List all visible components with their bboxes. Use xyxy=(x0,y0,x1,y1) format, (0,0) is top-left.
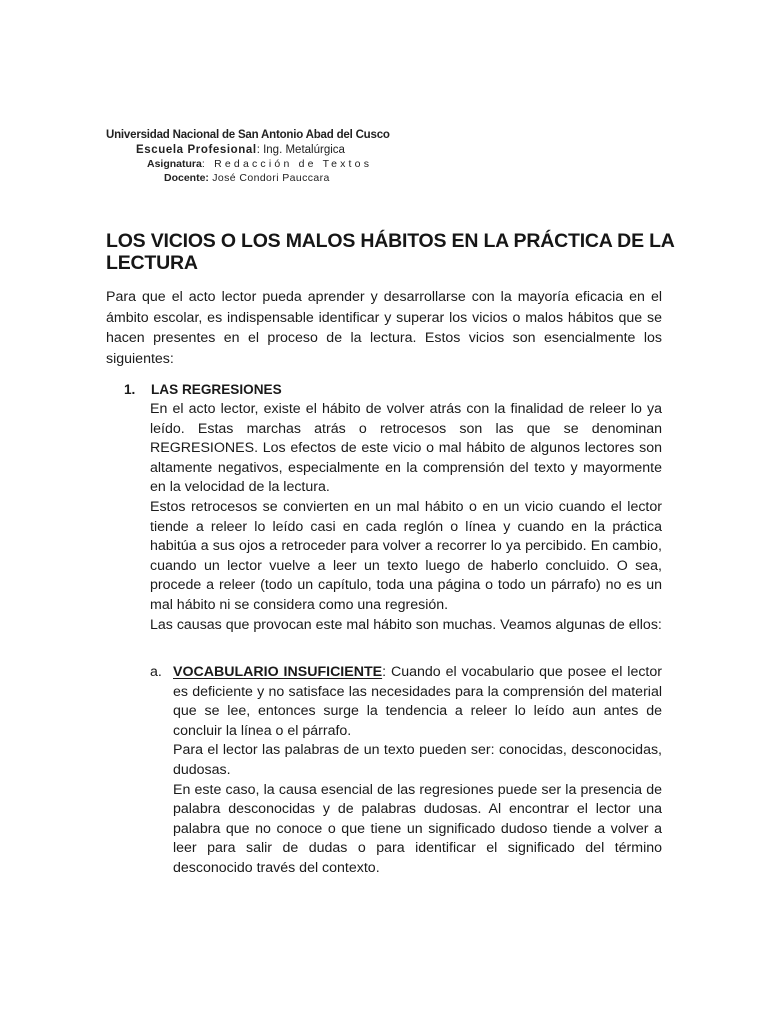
intro-paragraph: Para que el acto lector pueda aprender y desarrollarse con la mayoría eficacia en el ámbito escolar, es indispensable identificar y superar los vicios o malos hábitos que se hacen presentes en el proceso de la lectura. Estos vicios son esencialmente los siguientes: xyxy=(106,289,662,367)
subsection-marker: a. xyxy=(150,664,162,680)
subject-line xyxy=(147,157,372,172)
section-body xyxy=(150,400,662,635)
teacher-label: Docente: xyxy=(164,172,209,184)
subsection-lead-text: : Cuando el vocabulario que posee el lector es deficiente y no satisface las necesidades para la comprensión del material que se lee, entonces surge la tendencia a releer lo leído aun antes de concluir la línea o el párrafo. xyxy=(173,664,662,739)
document-title: LOS VICIOS O LOS MALOS HÁBITOS EN LA PRÁCTICA DE LA LECTURA xyxy=(106,230,674,274)
subsection-a xyxy=(150,663,662,879)
subject-value: : Redacción de Textos xyxy=(201,158,373,170)
section-paragraph: Las causas que provocan este mal hábito son muchas. Veamos algunas de ellos: xyxy=(150,616,662,633)
subsection-lead-paragraph xyxy=(173,663,662,741)
section-title: LAS REGRESIONES xyxy=(151,382,282,397)
section-number: 1. xyxy=(124,382,136,397)
school-label: Escuela Profesional xyxy=(136,144,257,156)
subject-label: Asignatura xyxy=(147,158,202,170)
university-name: Universidad Nacional de San Antonio Abad del Cusco xyxy=(106,129,390,141)
subsection-paragraph: En este caso, la causa esencial de las regresiones puede ser la presencia de palabra desconocidas y de palabras dudosas. Al encontrar el lector una palabra que no conoce o que tiene un significado dudoso tiende a volver a leer para salir de dudas o para identificar el significado del término desconocido través del contexto. xyxy=(173,781,662,876)
section-paragraph: En el acto lector, existe el hábito de volver atrás con la finalidad de releer lo ya leído. Estas marchas atrás o retrocesos son las que se denominan REGRESIONES. Los efectos de este vicio o mal hábito de algunos lectores son altamente negativos, especialmente en la comprensión del texto y mayormente en la velocidad de la lectura. xyxy=(150,401,662,496)
subsection-body xyxy=(173,663,662,879)
subsection-paragraph: Para el lector las palabras de un texto pueden ser: conocidas, desconocidas, dudosas. xyxy=(173,742,662,778)
section-heading xyxy=(124,381,282,399)
school-line xyxy=(136,143,345,158)
section-paragraph: Estos retrocesos se convierten en un mal hábito o en un vicio cuando el lector tiende a releer lo leído casi en cada reglón o línea y cuando en la práctica habitúa a sus ojos a retroceder para volver a recorrer lo ya percibido. En cambio, cuando un lector vuelve a leer un texto luego de haberlo concluido. O sea, procede a releer (todo un capítulo, toda una página o todo un párrafo) no es un mal hábito ni se considera como una regresión. xyxy=(150,498,662,613)
subsection-term: VOCABULARIO INSUFICIENTE xyxy=(173,664,383,680)
teacher-line xyxy=(164,171,330,186)
teacher-value: José Condori Pauccara xyxy=(208,172,330,184)
school-value: : Ing. Metalúrgica xyxy=(256,144,345,156)
